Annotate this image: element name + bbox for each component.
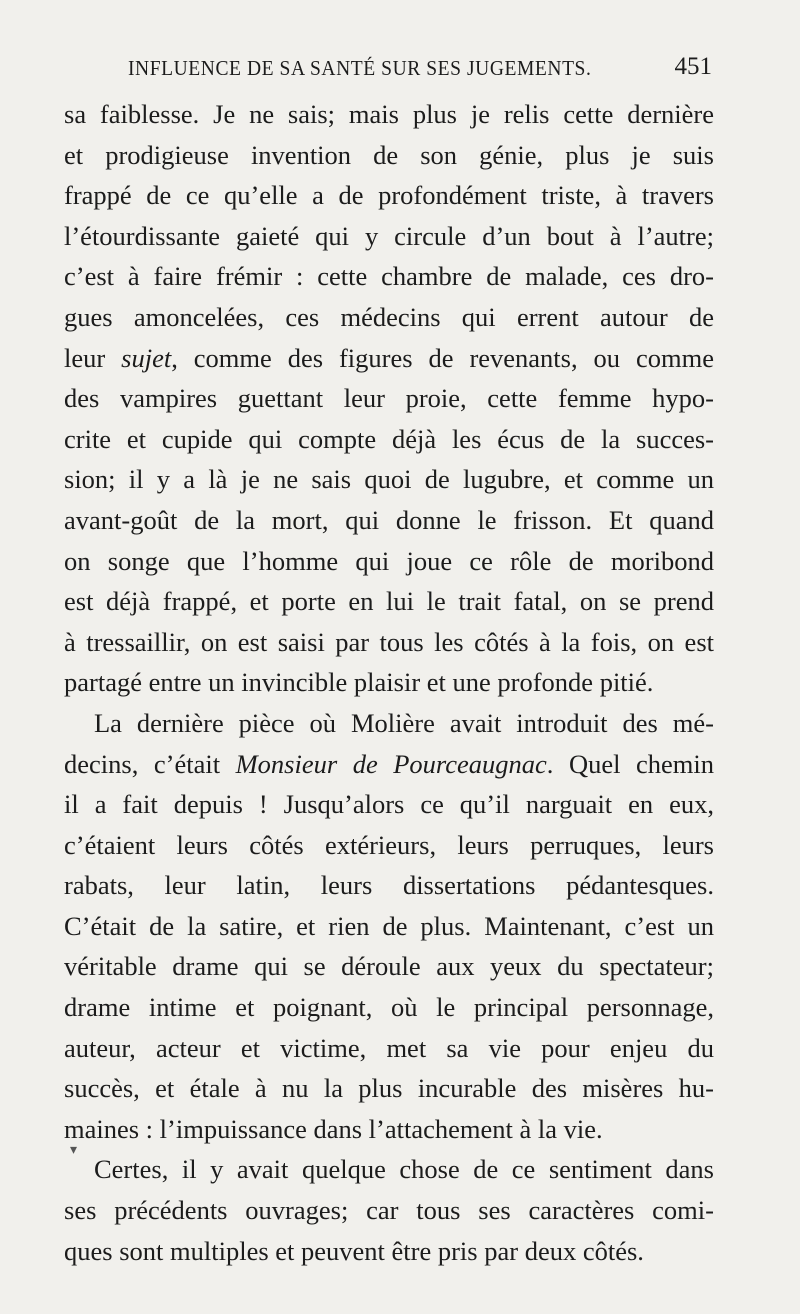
- text-line: succès, et étale à nu la plus incurable des misères hu-: [64, 1073, 714, 1104]
- text-line: [64, 744, 714, 785]
- text-line: véritable drame qui se déroule aux yeux du spectateur;: [64, 951, 714, 982]
- text-line: frappé de ce qu’elle a de profondément triste, à travers: [64, 180, 714, 211]
- page-number: 451: [674, 53, 712, 80]
- text-line: [64, 338, 714, 379]
- text-line: l’étourdissante gaieté qui y circule d’un bout à l’autre;: [64, 220, 714, 251]
- text-line: sion; il y a là je ne sais quoi de lugubre, et comme un: [64, 464, 714, 495]
- text-line: crite et cupide qui compte déjà les écus de la succes-: [64, 423, 714, 454]
- text-segment: leur: [64, 342, 122, 373]
- text-segment: , comme des figures de revenants, ou comme: [171, 342, 714, 373]
- text-line: à tressaillir, on est saisi par tous les côtés à la fois, on est: [64, 626, 714, 657]
- text-segment: . Quel chemin: [546, 748, 714, 779]
- printer-mark: ▾: [70, 1143, 78, 1158]
- running-title: INFLUENCE DE SA SANTÉ SUR SES JUGEMENTS.: [128, 56, 592, 80]
- text-line: on songe que l’homme qui joue ce rôle de moribond: [64, 545, 714, 576]
- text-line: gues amoncelées, ces médecins qui errent autour de: [64, 301, 714, 332]
- text-line: auteur, acteur et victime, met sa vie pour enjeu du: [64, 1032, 714, 1063]
- text-line: ques sont multiples et peuvent être pris par deux côtés.: [64, 1235, 644, 1266]
- text-line: ses précédents ouvrages; car tous ses caractères comi-: [64, 1195, 714, 1226]
- text-line: partagé entre un invincible plaisir et une profonde pitié.: [64, 667, 654, 698]
- text-line: et prodigieuse invention de son génie, plus je suis: [64, 139, 714, 170]
- text-line: des vampires guettant leur proie, cette femme hypo-: [64, 383, 714, 414]
- text-line: maines : l’impuissance dans l’attachement à la vie.: [64, 1113, 603, 1144]
- body-text: [64, 94, 714, 1271]
- text-line: il a fait depuis ! Jusqu’alors ce qu’il narguait en eux,: [64, 789, 714, 820]
- text-line: C’était de la satire, et rien de plus. Maintenant, c’est un: [64, 910, 714, 941]
- text-line: La dernière pièce où Molière avait introduit des mé-: [94, 707, 714, 738]
- text-line: Certes, il y avait quelque chose de ce sentiment dans: [94, 1154, 714, 1185]
- text-line: rabats, leur latin, leurs dissertations pédantesques.: [64, 870, 714, 901]
- running-head: [128, 53, 712, 86]
- text-line: sa faiblesse. Je ne sais; mais plus je relis cette dernière: [64, 99, 714, 129]
- text-line: c’étaient leurs côtés extérieurs, leurs perruques, leurs: [64, 829, 714, 860]
- text-line: avant-goût de la mort, qui donne le frisson. Et quand: [64, 504, 714, 535]
- text-line: drame intime et poignant, où le principal personnage,: [64, 992, 714, 1023]
- italic-title: Monsieur de Pourceaugnac: [235, 748, 547, 779]
- italic-word: sujet: [121, 342, 172, 373]
- text-line: est déjà frappé, et porte en lui le trait fatal, on se prend: [64, 586, 714, 617]
- text-segment: decins, c’était: [64, 748, 236, 779]
- text-line: c’est à faire frémir : cette chambre de malade, ces dro-: [64, 261, 714, 292]
